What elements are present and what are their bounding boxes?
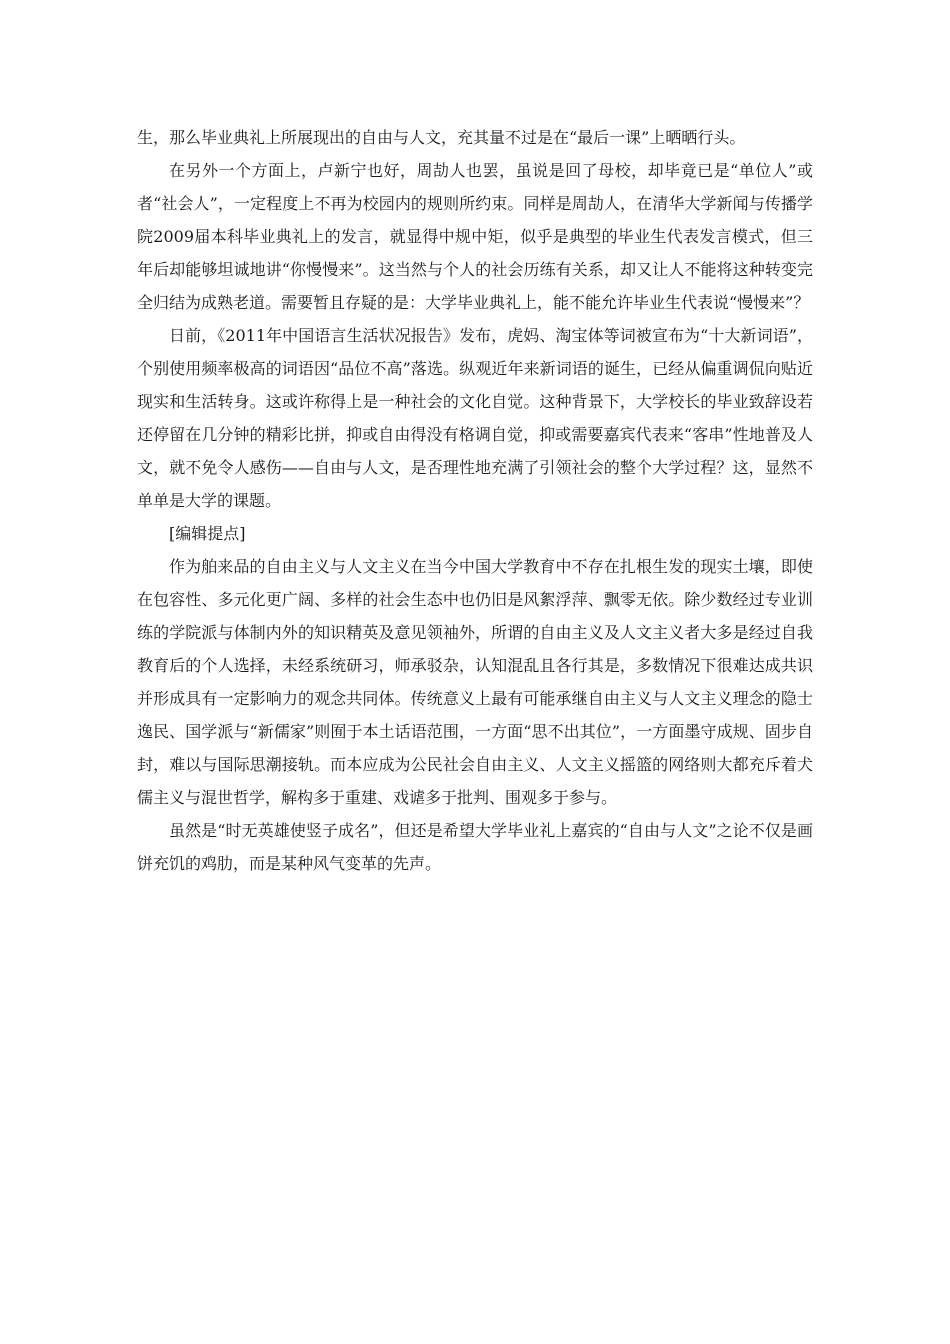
paragraph-editor-note: 作为舶来品的自由主义与人文主义在当今中国大学教育中不存在扎根生发的现实土壤，即使在包容性、多元化更广阔、多样的社会生态中也仍旧是风絮浮萍、飘零无依。除少数经过专业训练的学院派与体制内外的知识精英及意见领袖外，所谓的自由主义及人文主义者大多是经过自我教育后的个人选择，未经系统研习，师承驳杂，认知混乱且各行其是，多数情况下很难达成共识并形成具有一定影响力的观念共同体。传统意义上最有可能承继自由主义与人文主义理念的隐士逸民、国学派与“新儒家”则囿于本土话语范围，一方面“思不出其位”，一方面墨守成规、固步自封，难以与国际思潮接轨。而本应成为公民社会自由主义、人文主义摇篮的网络则大都充斥着犬儒主义与混世哲学，解构多于重建、戏谑多于批判、围观多于参与。 xyxy=(137,557,813,807)
article-body xyxy=(137,121,813,880)
paragraph-alumni-representatives: 在另外一个方面上，卢新宁也好，周劼人也罢，虽说是回了母校，却毕竟已是“单位人”或者“社会人”，一定程度上不再为校园内的规则所约束。同样是周劼人，在清华大学新闻与传播学院2009届本科毕业典礼上的发言，就显得中规中矩，似乎是典型的毕业生代表发言模式，但三年后却能够坦诚地讲“你慢慢来”。这当然与个人的社会历练有关系，却又让人不能将这种转变完全归结为成熟老道。需要暂且存疑的是：大学毕业典礼上，能不能允许毕业生代表说“慢慢来”？ xyxy=(137,161,813,312)
paragraph-continuation: 生，那么毕业典礼上所展现出的自由与人文，充其量不过是在“最后一课”上晒晒行头。 xyxy=(137,128,746,147)
paragraph-new-words-report: 日前，《2011年中国语言生活状况报告》发布，虎妈、淘宝体等词被宣布为“十大新词语”，个别使用频率极高的词语因“品位不高”落选。纵观近年来新词语的诞生，已经从偏重调侃向贴近现实和生活转身。这或许称得上是一种社会的文化自觉。这种背景下，大学校长的毕业致辞设若还停留在几分钟的精彩比拼，抑或自由得没有格调自觉，抑或需要嘉宾代表来“客串”性地普及人文，就不免令人感伤——自由与人文，是否理性地充满了引领社会的整个大学过程？这，显然不单单是大学的课题。 xyxy=(137,326,813,510)
editor-note-heading: [编辑提点] xyxy=(169,524,246,543)
paragraph-conclusion: 虽然是“时无英雄使竖子成名”，但还是希望大学毕业礼上嘉宾的“自由与人文”之论不仅是画饼充饥的鸡肋，而是某种风气变革的先声。 xyxy=(137,821,813,873)
